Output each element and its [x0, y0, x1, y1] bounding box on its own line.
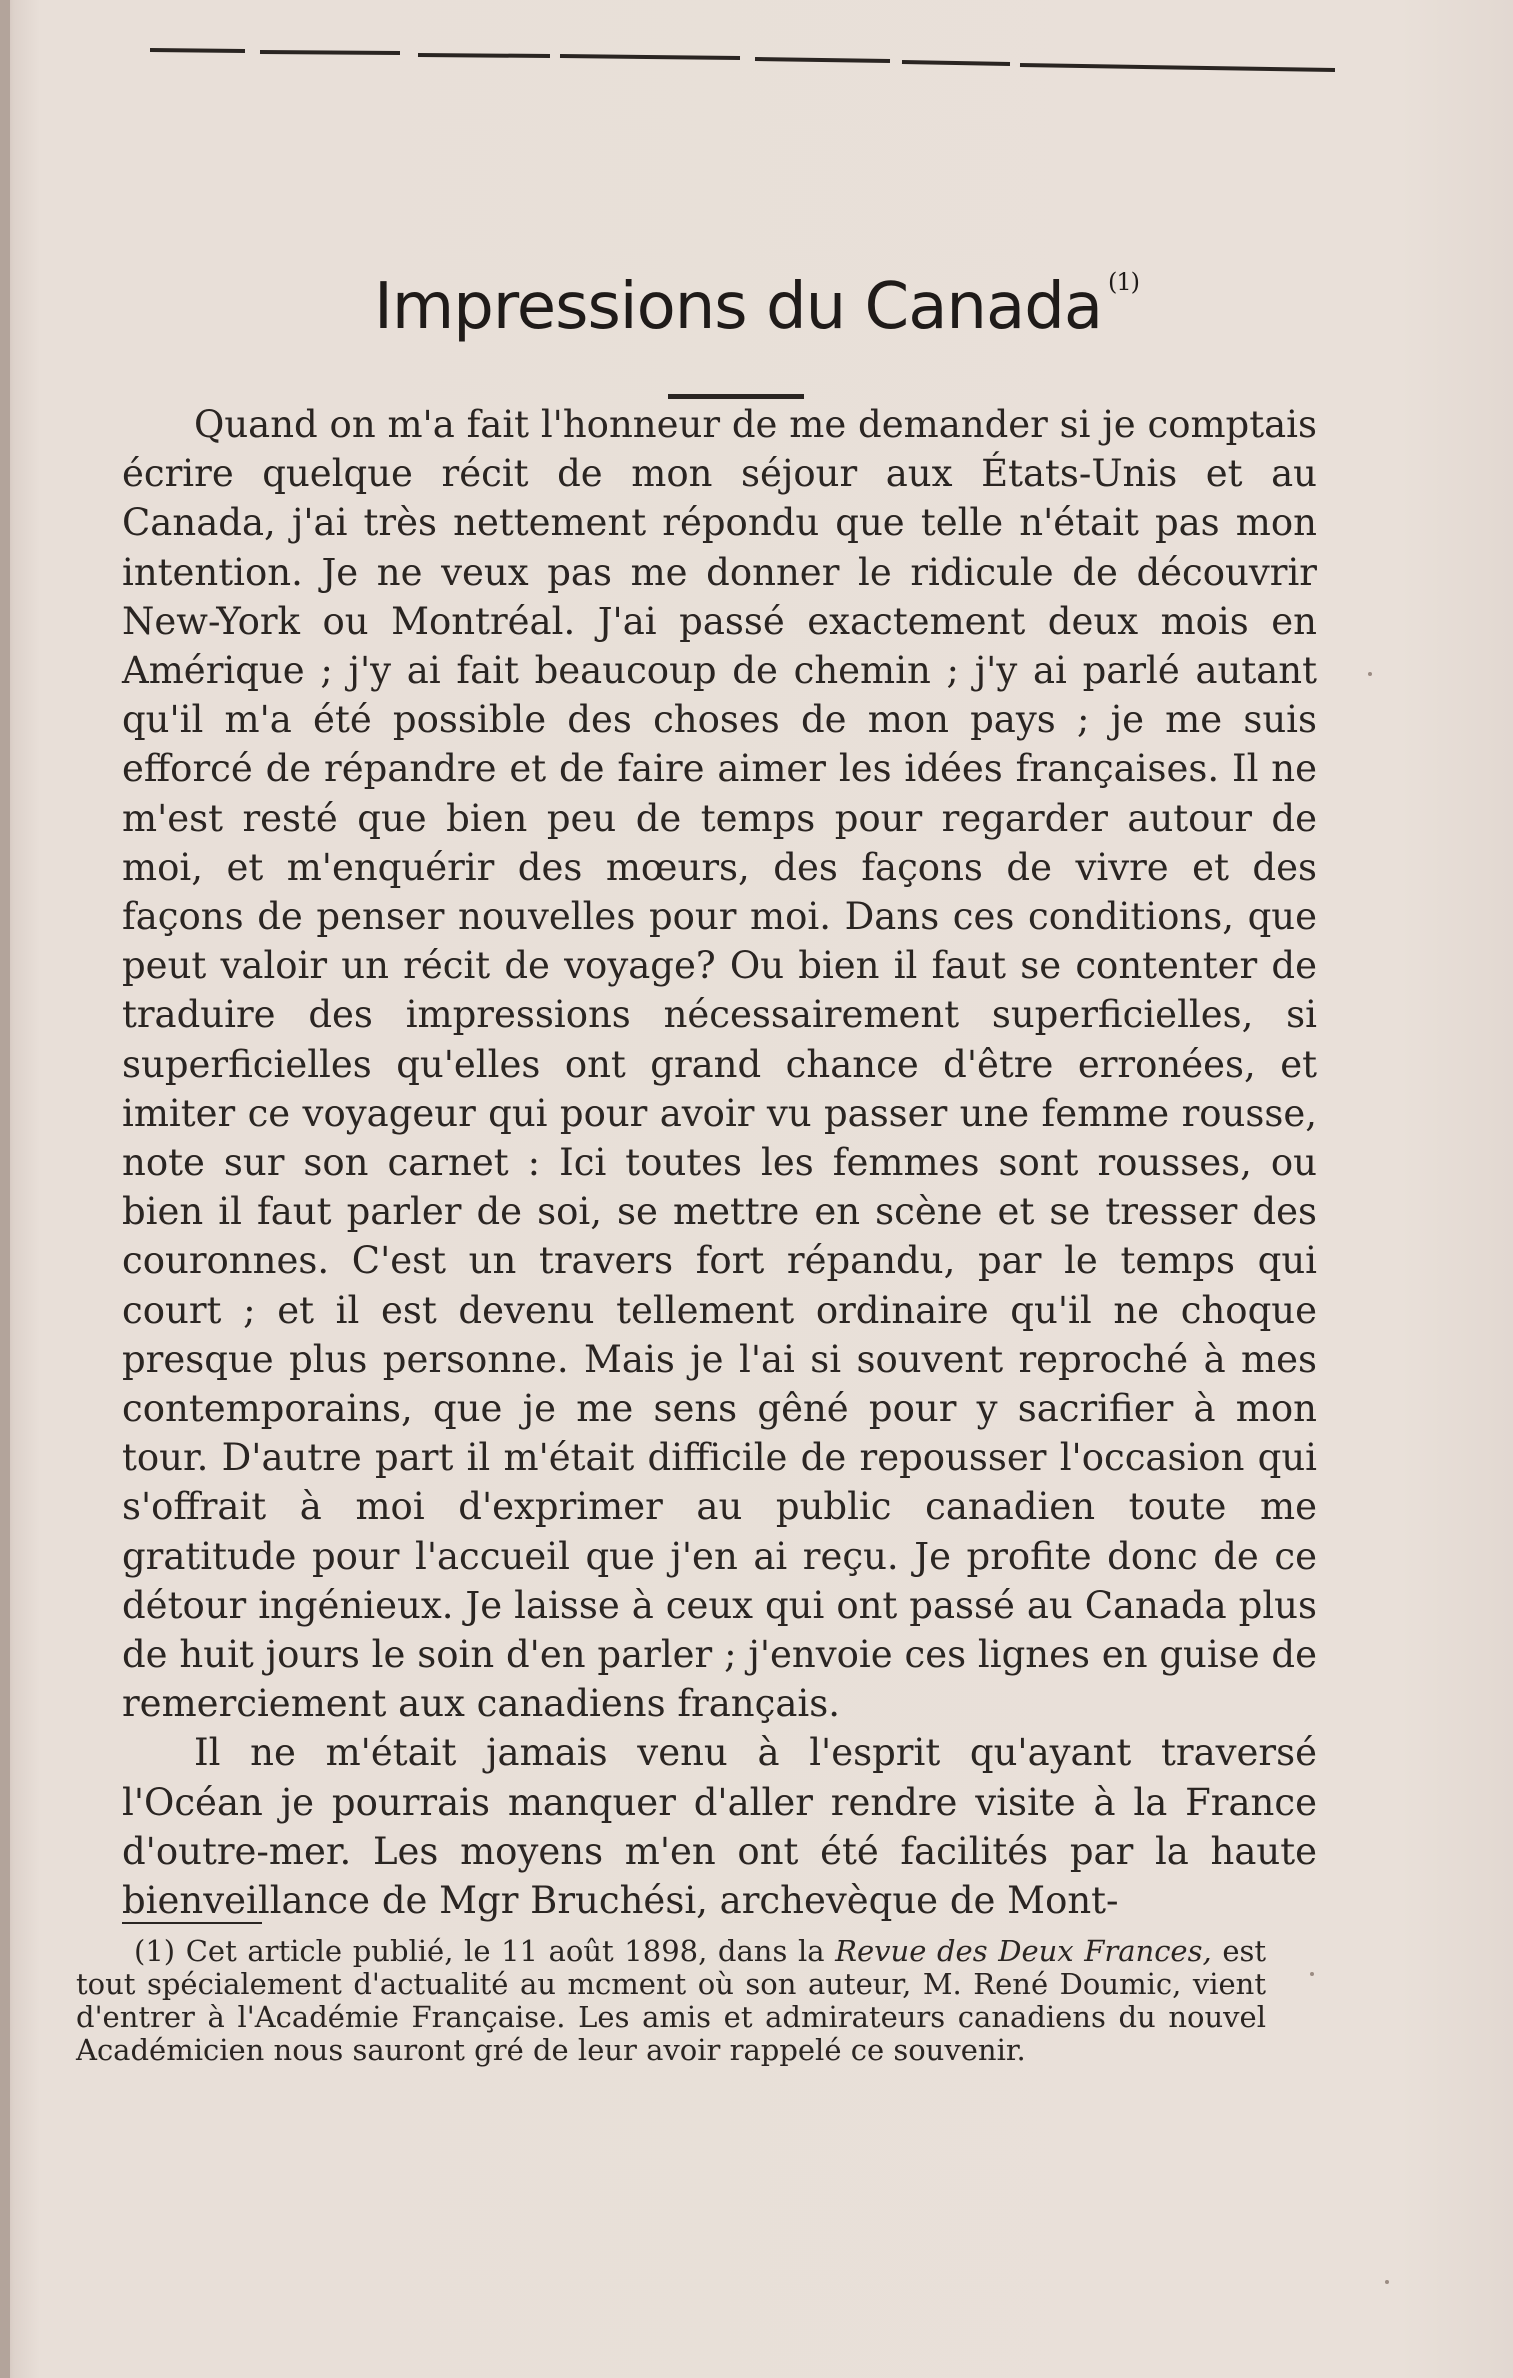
footnote-journal-title: Revue des Deux Frances,	[835, 1934, 1212, 1968]
page-spine-edge	[0, 0, 10, 2378]
article-title-text: Impressions du Canada	[373, 270, 1103, 344]
footnote	[76, 1935, 1266, 2067]
title-underline	[668, 394, 804, 399]
article-body	[122, 400, 1317, 1925]
paper-speck	[1385, 2280, 1389, 2284]
footnote-text-end: est tout spécialement d'actualité au mcment où son auteur, M. René Doumic, vient d'entrer à l'Académie Française. Les amis et admirateurs canadiens du nouvel Académicien nous sauront gré de leur avoir rappelé ce souvenir.	[76, 1934, 1267, 2067]
title-note-mark: (1)	[1108, 268, 1140, 296]
footnote-text-start: Cet article publié, le 11 août 1898, dans la	[185, 1934, 836, 1968]
paragraph-2: Il ne m'était jamais venu à l'esprit qu'ayant traversé l'Océan je pourrais manquer d'aller rendre visite à la France d'outre-mer. Les moyens m'en ont été facilités par la haute bienveillance de Mgr Bruchési, archevèque de Mont-	[122, 1731, 1317, 1923]
article-title	[0, 268, 1513, 344]
paragraph-1: Quand on m'a fait l'honneur de me demander si je comptais écrire quelque récit de mon séjour aux États-Unis et au Canada, j'ai très nettement répondu que telle n'était pas mon intention. Je ne veux pas me donner le ridicule de découvrir New-York ou Montréal. J'ai passé exactement deux mois en Amérique ; j'y ai fait beaucoup de chemin ; j'y ai parlé autant qu'il m'a été possible des choses de mon pays ; je me suis efforcé de répandre et de faire aimer les idées françaises. Il ne m'est resté que bien peu de temps pour regarder autour de moi, et m'enquérir des mœurs, des façons de vivre et des façons de penser nouvelles pour moi. Dans ces conditions, que peut valoir un récit de voyage? Ou bien il faut se contenter de traduire des impressions nécessairement superficielles, si superficielles qu'elles ont grand chance d'être erronées, et imiter ce voyageur qui pour avoir vu passer une femme rousse, note sur son carnet : Ici toutes les femmes sont rousses, ou bien il faut parler de soi, se mettre en scène et se tresser des couronnes. C'est un travers fort répandu, par le temps qui court ; et il est devenu tellement ordinaire qu'il ne choque presque plus personne. Mais je l'ai si souvent reproché à mes contemporains, que je me sens gêné pour y sacrifier à mon tour. D'autre part il m'était difficile de repousser l'occasion qui s'offrait à moi d'exprimer au public canadien toute me gratitude pour l'accueil que j'en ai reçu. Je profite donc de ce détour ingénieux. Je laisse à ceux qui ont passé au Canada plus de huit jours le soin d'en parler ; j'envoie ces lignes en guise de remerciement aux canadiens français.	[122, 403, 1317, 1726]
footnote-separator	[122, 1922, 262, 1924]
paper-speck	[1368, 672, 1372, 676]
top-decorative-rule	[150, 40, 1335, 96]
footnote-mark: (1)	[134, 1934, 176, 1968]
paper-speck	[1310, 1972, 1314, 1976]
